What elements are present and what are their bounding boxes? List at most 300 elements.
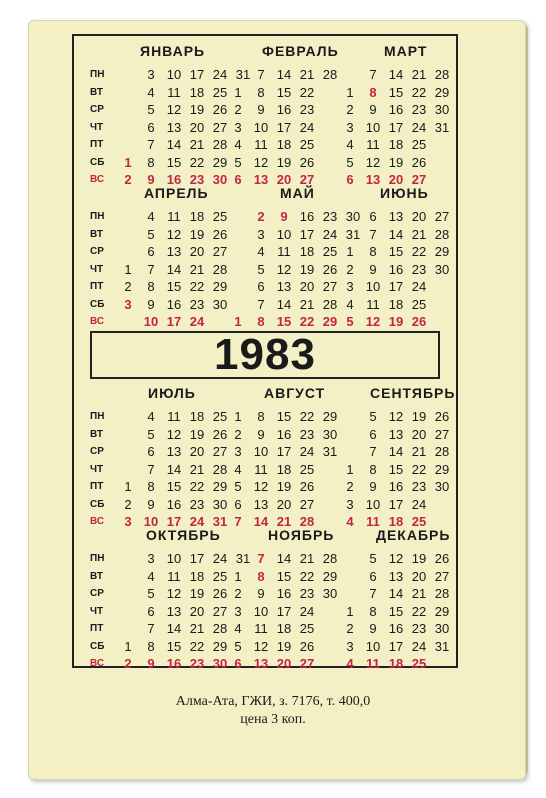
day-cell: 27 xyxy=(434,568,450,584)
day-cell: 28 xyxy=(434,444,450,459)
day-cell: 6 xyxy=(147,603,155,619)
day-cell: 25 xyxy=(411,137,427,152)
weekday-label: ВТ xyxy=(90,86,103,98)
day-cell: 31 xyxy=(322,444,338,459)
day-cell: 12 xyxy=(166,226,182,242)
day-cell: 19 xyxy=(189,586,205,601)
month-name: НОЯБРЬ xyxy=(268,527,335,543)
day-cell: 22 xyxy=(299,568,315,584)
day-cell: 12 xyxy=(253,154,269,170)
day-cell: 15 xyxy=(166,479,182,494)
day-cell: 15 xyxy=(388,461,404,477)
day-cell: 8 xyxy=(369,84,377,100)
day-cell: 7 xyxy=(147,261,155,277)
day-cell: 18 xyxy=(189,568,205,584)
day-cell: 11 xyxy=(254,461,268,477)
day-cell: 22 xyxy=(299,84,315,100)
day-cell: 8 xyxy=(147,638,155,654)
day-cell: 5 xyxy=(369,551,377,566)
day-cell: 30 xyxy=(212,172,228,187)
month-name: ОКТЯБРЬ xyxy=(146,527,221,543)
day-cell: 26 xyxy=(299,638,315,654)
day-cell: 2 xyxy=(346,102,354,117)
day-cell: 21 xyxy=(276,514,292,529)
day-cell: 1 xyxy=(234,409,242,424)
day-cell: 28 xyxy=(212,261,228,277)
day-cell: 4 xyxy=(234,461,242,477)
day-cell: 28 xyxy=(434,586,450,601)
day-cell: 12 xyxy=(166,586,182,601)
day-cell: 10 xyxy=(365,119,381,135)
day-cell: 8 xyxy=(369,244,377,259)
day-cell: 26 xyxy=(411,154,427,170)
day-cell: 22 xyxy=(189,279,205,294)
day-cell: 14 xyxy=(388,226,404,242)
day-cell: 23 xyxy=(299,426,315,442)
day-cell: 17 xyxy=(388,638,404,654)
weekday-label: СР xyxy=(90,446,104,457)
day-cell: 8 xyxy=(257,84,265,100)
day-cell: 22 xyxy=(411,461,427,477)
day-cell: 1 xyxy=(124,638,132,654)
day-cell: 30 xyxy=(322,586,338,601)
weekday-label: СР xyxy=(90,246,104,257)
day-cell: 5 xyxy=(257,261,265,277)
day-cell: 1 xyxy=(346,244,354,259)
day-cell: 29 xyxy=(212,154,228,170)
weekday-label: ПН xyxy=(90,69,105,80)
day-cell: 10 xyxy=(253,444,269,459)
day-cell: 7 xyxy=(257,551,265,566)
day-cell: 16 xyxy=(388,261,404,277)
day-cell: 17 xyxy=(388,279,404,294)
day-cell: 17 xyxy=(388,496,404,512)
day-cell: 2 xyxy=(346,261,354,277)
day-cell: 19 xyxy=(411,409,427,424)
day-cell: 20 xyxy=(189,444,205,459)
day-cell: 2 xyxy=(234,102,242,117)
day-cell: 9 xyxy=(369,621,377,636)
day-cell: 5 xyxy=(147,226,155,242)
day-cell: 9 xyxy=(369,479,377,494)
month-name: ДЕКАБРЬ xyxy=(376,527,451,543)
day-cell: 7 xyxy=(147,137,155,152)
day-cell: 3 xyxy=(346,279,354,294)
day-cell: 14 xyxy=(166,261,182,277)
day-cell: 6 xyxy=(369,568,377,584)
day-cell: 1 xyxy=(124,154,132,170)
day-cell: 22 xyxy=(189,638,205,654)
day-cell: 10 xyxy=(253,603,269,619)
day-cell: 16 xyxy=(299,209,315,224)
day-cell: 24 xyxy=(299,444,315,459)
day-cell: 20 xyxy=(411,426,427,442)
day-cell: 2 xyxy=(257,209,265,224)
day-cell: 8 xyxy=(369,603,377,619)
day-cell: 6 xyxy=(234,656,242,671)
day-cell: 16 xyxy=(388,479,404,494)
day-cell: 1 xyxy=(234,314,242,329)
day-cell: 20 xyxy=(189,244,205,259)
day-cell: 3 xyxy=(346,638,354,654)
day-cell: 12 xyxy=(166,426,182,442)
day-cell: 27 xyxy=(299,656,315,671)
day-cell: 11 xyxy=(366,137,380,152)
day-cell: 12 xyxy=(253,638,269,654)
day-cell: 4 xyxy=(346,296,354,312)
day-cell: 24 xyxy=(212,67,228,82)
day-cell: 10 xyxy=(253,119,269,135)
day-cell: 7 xyxy=(257,67,265,82)
day-cell: 24 xyxy=(299,603,315,619)
day-cell: 28 xyxy=(434,67,450,82)
day-cell: 21 xyxy=(189,621,205,636)
day-cell: 3 xyxy=(346,119,354,135)
month-name: ЯНВАРЬ xyxy=(140,43,206,59)
day-cell: 20 xyxy=(276,496,292,512)
day-cell: 5 xyxy=(369,409,377,424)
day-cell: 26 xyxy=(299,479,315,494)
day-cell: 27 xyxy=(299,172,315,187)
day-cell: 17 xyxy=(166,314,182,329)
day-cell: 21 xyxy=(411,444,427,459)
day-cell: 16 xyxy=(276,102,292,117)
weekday-label: ПТ xyxy=(90,481,104,492)
day-cell: 6 xyxy=(369,426,377,442)
day-cell: 17 xyxy=(388,119,404,135)
day-cell: 25 xyxy=(212,84,228,100)
day-cell: 5 xyxy=(147,426,155,442)
imprint-text: Алма-Ата, ГЖИ, з. 7176, т. 400,0 xyxy=(175,694,371,709)
day-cell: 12 xyxy=(365,154,381,170)
day-cell: 1 xyxy=(124,261,132,277)
price-text: цена 3 коп. xyxy=(240,712,306,727)
day-cell: 28 xyxy=(322,296,338,312)
day-cell: 24 xyxy=(411,496,427,512)
day-cell: 16 xyxy=(388,102,404,117)
day-cell: 4 xyxy=(234,137,242,152)
day-cell: 13 xyxy=(166,119,182,135)
day-cell: 19 xyxy=(189,426,205,442)
day-cell: 13 xyxy=(365,172,381,187)
day-cell: 14 xyxy=(166,621,182,636)
day-cell: 29 xyxy=(434,84,450,100)
day-cell: 27 xyxy=(434,209,450,224)
day-cell: 8 xyxy=(257,568,265,584)
day-cell: 14 xyxy=(388,444,404,459)
day-cell: 23 xyxy=(189,172,205,187)
day-cell: 31 xyxy=(434,119,450,135)
day-cell: 31 xyxy=(235,551,251,566)
weekday-label: ПТ xyxy=(90,623,104,634)
day-cell: 20 xyxy=(411,209,427,224)
day-cell: 19 xyxy=(276,479,292,494)
day-cell: 6 xyxy=(147,444,155,459)
day-cell: 10 xyxy=(166,67,182,82)
day-cell: 4 xyxy=(257,244,265,259)
day-cell: 20 xyxy=(388,172,404,187)
day-cell: 26 xyxy=(212,586,228,601)
day-cell: 7 xyxy=(234,514,242,529)
day-cell: 8 xyxy=(147,154,155,170)
day-cell: 3 xyxy=(257,226,265,242)
day-cell: 24 xyxy=(299,119,315,135)
day-cell: 7 xyxy=(147,461,155,477)
day-cell: 19 xyxy=(388,154,404,170)
day-cell: 30 xyxy=(434,621,450,636)
day-cell: 9 xyxy=(147,496,155,512)
day-cell: 15 xyxy=(388,84,404,100)
day-cell: 21 xyxy=(411,67,427,82)
day-cell: 18 xyxy=(388,137,404,152)
day-cell: 6 xyxy=(147,119,155,135)
day-cell: 19 xyxy=(411,551,427,566)
day-cell: 18 xyxy=(189,209,205,224)
month-name: ИЮЛЬ xyxy=(148,385,196,401)
day-cell: 25 xyxy=(299,621,315,636)
day-cell: 8 xyxy=(147,479,155,494)
day-cell: 7 xyxy=(369,226,377,242)
day-cell: 27 xyxy=(212,119,228,135)
day-cell: 28 xyxy=(322,551,338,566)
day-cell: 2 xyxy=(234,426,242,442)
day-cell: 9 xyxy=(257,586,265,601)
day-cell: 15 xyxy=(166,638,182,654)
day-cell: 5 xyxy=(147,586,155,601)
day-cell: 20 xyxy=(189,119,205,135)
day-cell: 20 xyxy=(411,568,427,584)
day-cell: 24 xyxy=(411,638,427,654)
day-cell: 24 xyxy=(212,551,228,566)
day-cell: 10 xyxy=(143,314,159,329)
day-cell: 26 xyxy=(212,102,228,117)
day-cell: 22 xyxy=(299,314,315,329)
day-cell: 28 xyxy=(212,621,228,636)
day-cell: 3 xyxy=(124,514,132,529)
day-cell: 29 xyxy=(434,603,450,619)
day-cell: 21 xyxy=(189,461,205,477)
day-cell: 2 xyxy=(346,621,354,636)
day-cell: 15 xyxy=(276,568,292,584)
day-cell: 19 xyxy=(189,226,205,242)
day-cell: 18 xyxy=(299,244,315,259)
day-cell: 27 xyxy=(299,496,315,512)
day-cell: 13 xyxy=(276,279,292,294)
day-cell: 26 xyxy=(212,226,228,242)
day-cell: 18 xyxy=(276,621,292,636)
day-cell: 13 xyxy=(166,603,182,619)
day-cell: 10 xyxy=(143,514,159,529)
day-cell: 13 xyxy=(388,568,404,584)
day-cell: 1 xyxy=(346,603,354,619)
weekday-label: ВС xyxy=(90,516,105,527)
day-cell: 29 xyxy=(212,479,228,494)
day-cell: 14 xyxy=(276,551,292,566)
day-cell: 20 xyxy=(189,603,205,619)
day-cell: 10 xyxy=(365,638,381,654)
day-cell: 14 xyxy=(253,514,269,529)
day-cell: 10 xyxy=(166,551,182,566)
day-cell: 9 xyxy=(147,656,155,671)
day-cell: 9 xyxy=(257,426,265,442)
day-cell: 17 xyxy=(189,551,205,566)
day-cell: 14 xyxy=(166,461,182,477)
day-cell: 28 xyxy=(322,67,338,82)
weekday-label: СБ xyxy=(90,156,105,168)
month-name: ФЕВРАЛЬ xyxy=(262,43,339,59)
day-cell: 12 xyxy=(276,261,292,277)
day-cell: 15 xyxy=(166,154,182,170)
day-cell: 13 xyxy=(253,496,269,512)
day-cell: 17 xyxy=(166,514,182,529)
day-cell: 12 xyxy=(365,314,381,329)
day-cell: 22 xyxy=(411,84,427,100)
day-cell: 3 xyxy=(234,603,242,619)
day-cell: 11 xyxy=(167,568,181,584)
day-cell: 18 xyxy=(189,409,205,424)
day-cell: 22 xyxy=(411,244,427,259)
weekday-label: ПН xyxy=(90,211,105,222)
day-cell: 6 xyxy=(257,279,265,294)
day-cell: 29 xyxy=(434,244,450,259)
day-cell: 30 xyxy=(212,296,228,312)
day-cell: 17 xyxy=(276,444,292,459)
day-cell: 6 xyxy=(346,172,354,187)
day-cell: 19 xyxy=(388,314,404,329)
day-cell: 14 xyxy=(166,137,182,152)
day-cell: 14 xyxy=(276,67,292,82)
day-cell: 24 xyxy=(411,119,427,135)
day-cell: 2 xyxy=(124,279,132,294)
day-cell: 13 xyxy=(253,172,269,187)
day-cell: 15 xyxy=(276,409,292,424)
day-cell: 24 xyxy=(189,314,205,329)
day-cell: 25 xyxy=(411,514,427,529)
day-cell: 12 xyxy=(166,102,182,117)
weekday-label: ВТ xyxy=(90,228,103,240)
day-cell: 1 xyxy=(346,84,354,100)
day-cell: 14 xyxy=(388,67,404,82)
day-cell: 23 xyxy=(299,102,315,117)
day-cell: 30 xyxy=(212,656,228,671)
day-cell: 23 xyxy=(299,586,315,601)
day-cell: 7 xyxy=(369,67,377,82)
day-cell: 11 xyxy=(277,244,291,259)
day-cell: 27 xyxy=(411,172,427,187)
weekday-label: ВТ xyxy=(90,428,103,440)
day-cell: 22 xyxy=(189,154,205,170)
day-cell: 4 xyxy=(346,514,354,529)
day-cell: 9 xyxy=(369,261,377,277)
day-cell: 27 xyxy=(212,603,228,619)
weekday-label: ВС xyxy=(90,174,105,185)
day-cell: 13 xyxy=(253,656,269,671)
day-cell: 13 xyxy=(166,244,182,259)
day-cell: 12 xyxy=(388,409,404,424)
day-cell: 30 xyxy=(434,261,450,277)
day-cell: 27 xyxy=(434,426,450,442)
day-cell: 6 xyxy=(369,209,377,224)
day-cell: 29 xyxy=(322,568,338,584)
day-cell: 10 xyxy=(276,226,292,242)
month-name: ИЮНЬ xyxy=(380,185,429,201)
day-cell: 2 xyxy=(124,656,132,671)
weekday-label: ВС xyxy=(90,316,105,327)
day-cell: 23 xyxy=(411,102,427,117)
day-cell: 30 xyxy=(345,209,361,224)
weekday-label: ЧТ xyxy=(90,121,104,133)
day-cell: 21 xyxy=(299,296,315,312)
day-cell: 30 xyxy=(322,426,338,442)
day-cell: 16 xyxy=(388,621,404,636)
day-cell: 31 xyxy=(345,226,361,242)
day-cell: 11 xyxy=(167,409,181,424)
day-cell: 16 xyxy=(166,172,182,187)
weekday-label: СБ xyxy=(90,640,105,652)
month-name: МАРТ xyxy=(384,43,428,59)
weekday-label: СР xyxy=(90,588,104,599)
day-cell: 29 xyxy=(322,314,338,329)
day-cell: 11 xyxy=(366,514,380,529)
day-cell: 21 xyxy=(299,67,315,82)
weekday-label: ПТ xyxy=(90,139,104,150)
day-cell: 18 xyxy=(388,514,404,529)
day-cell: 16 xyxy=(276,426,292,442)
day-cell: 3 xyxy=(234,119,242,135)
day-cell: 11 xyxy=(366,656,380,671)
day-cell: 25 xyxy=(212,568,228,584)
day-cell: 26 xyxy=(434,409,450,424)
day-cell: 29 xyxy=(434,461,450,477)
day-cell: 25 xyxy=(322,244,338,259)
day-cell: 23 xyxy=(189,296,205,312)
day-cell: 1 xyxy=(234,568,242,584)
day-cell: 27 xyxy=(212,244,228,259)
day-cell: 22 xyxy=(411,603,427,619)
weekday-label: ВТ xyxy=(90,570,103,582)
weekday-label: ПН xyxy=(90,553,105,564)
year-banner xyxy=(90,331,440,379)
day-cell: 23 xyxy=(411,479,427,494)
month-name: СЕНТЯБРЬ xyxy=(370,385,456,401)
day-cell: 15 xyxy=(276,314,292,329)
day-cell: 27 xyxy=(322,279,338,294)
day-cell: 30 xyxy=(434,479,450,494)
day-cell: 28 xyxy=(212,137,228,152)
day-cell: 26 xyxy=(299,154,315,170)
day-cell: 18 xyxy=(388,656,404,671)
day-cell: 14 xyxy=(276,296,292,312)
day-cell: 25 xyxy=(411,656,427,671)
day-cell: 12 xyxy=(388,551,404,566)
day-cell: 26 xyxy=(322,261,338,277)
day-cell: 4 xyxy=(234,621,242,636)
day-cell: 30 xyxy=(212,496,228,512)
day-cell: 16 xyxy=(166,296,182,312)
weekday-label: ЧТ xyxy=(90,463,104,475)
day-cell: 24 xyxy=(189,514,205,529)
day-cell: 27 xyxy=(212,444,228,459)
day-cell: 25 xyxy=(411,296,427,312)
day-cell: 8 xyxy=(257,409,265,424)
day-cell: 18 xyxy=(276,461,292,477)
day-cell: 26 xyxy=(434,551,450,566)
day-cell: 23 xyxy=(411,621,427,636)
day-cell: 21 xyxy=(299,551,315,566)
month-name: АПРЕЛЬ xyxy=(144,185,209,201)
day-cell: 25 xyxy=(212,209,228,224)
day-cell: 15 xyxy=(166,279,182,294)
